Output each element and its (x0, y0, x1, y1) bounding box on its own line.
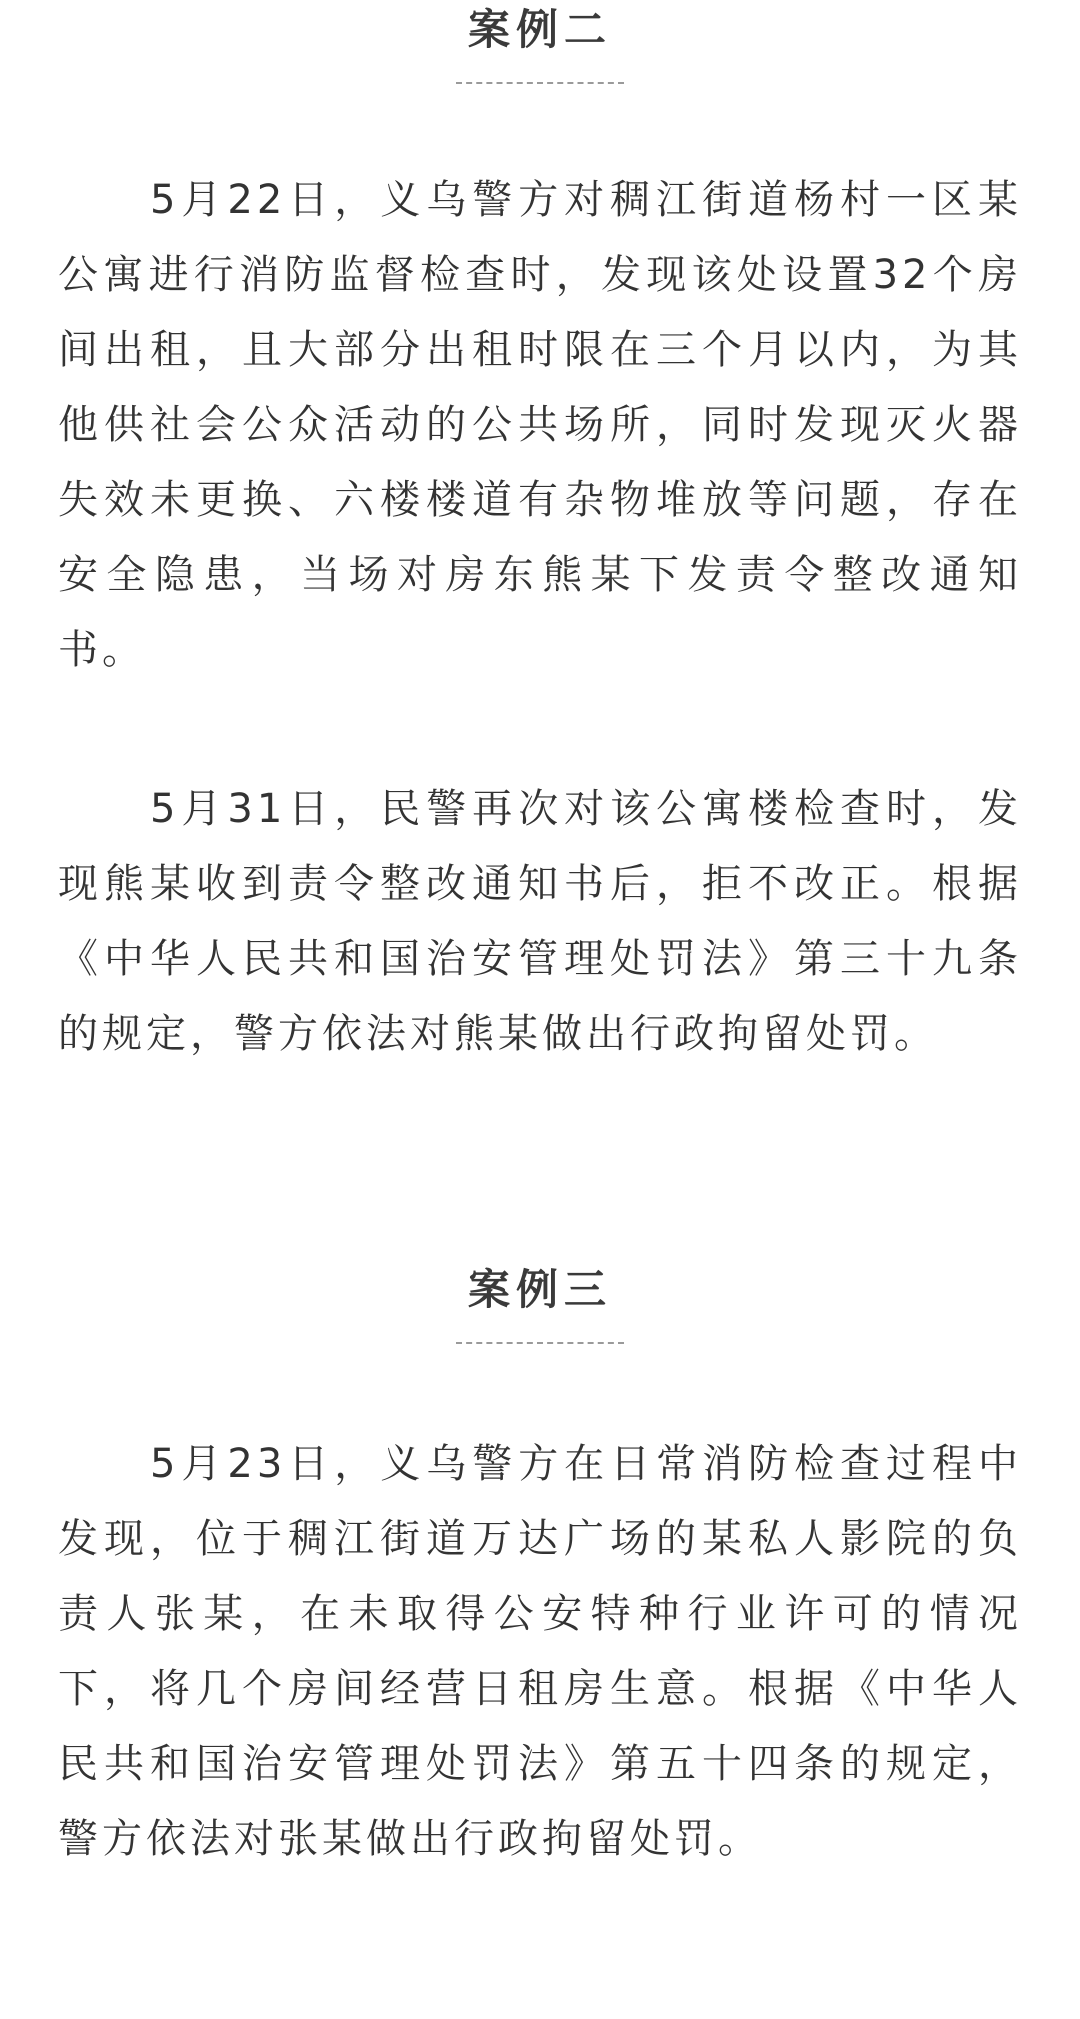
paragraph-case-two-1: 5月22日，义乌警方对稠江街道杨村一区某公寓进行消防监督检查时，发现该处设置32个房间出租，且大部分出租时限在三个月以内，为其他供社会公众活动的公共场所，同时发现灭火器失效未更换、六楼楼道有杂物堆放等问题，存在安全隐患，当场对房东熊某下发责令整改通知书。 (58, 177, 1022, 673)
section-title-underline (456, 82, 624, 84)
section-case-three-header (0, 1262, 1080, 1318)
paragraph-case-three-1: 5月23日，义乌警方在日常消防检查过程中发现，位于稠江街道万达广场的某私人影院的负责人张某，在未取得公安特种行业许可的情况下，将几个房间经营日租房生意。根据《中华人民共和国治安管理处罚法》第五十四条的规定，警方依法对张某做出行政拘留处罚。 (58, 1441, 1022, 1862)
paragraph-case-two-2: 5月31日，民警再次对该公寓楼检查时，发现熊某收到责令整改通知书后，拒不改正。根据《中华人民共和国治安管理处罚法》第三十九条的规定，警方依法对熊某做出行政拘留处罚。 (58, 786, 1022, 1057)
section-title-case-three: 案例三 (467, 1265, 612, 1314)
section-title-underline (456, 1342, 624, 1344)
section-case-two-header (0, 2, 1080, 58)
section-title-case-two: 案例二 (467, 5, 612, 54)
